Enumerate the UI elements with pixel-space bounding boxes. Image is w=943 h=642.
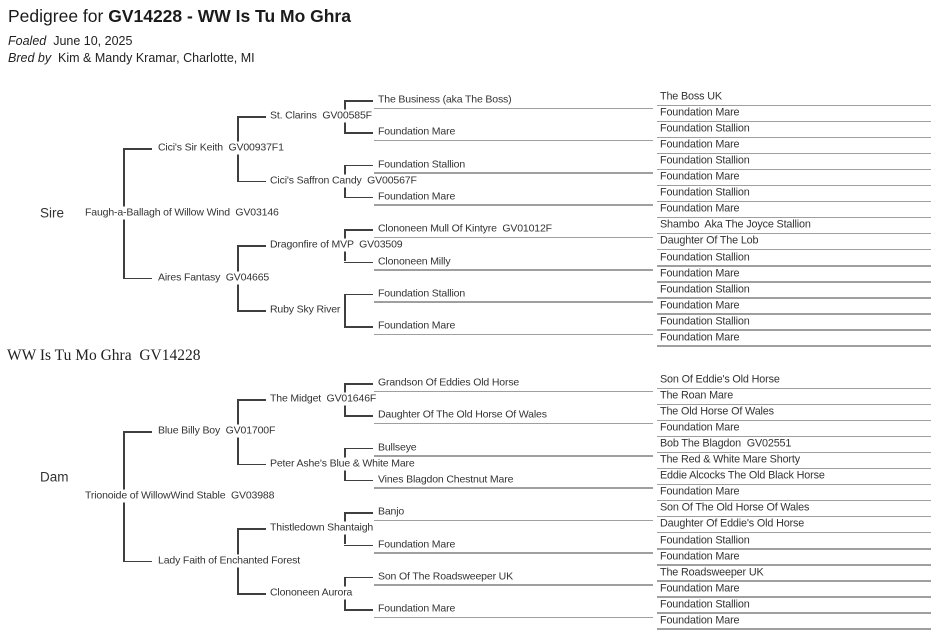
sire-gen5-name: Shambo Aka The Joyce Stallion bbox=[660, 218, 811, 231]
dam-gen4-name: Bullseye bbox=[378, 441, 417, 454]
sire-gen5-name: The Boss UK bbox=[660, 90, 722, 103]
sire-gen3-connector-top-stub bbox=[344, 165, 373, 167]
page-title-prefix: Pedigree for bbox=[8, 6, 109, 26]
dam-gen5-name: Eddie Alcocks The Old Black Horse bbox=[660, 469, 825, 482]
sire-gen2-connector-bottom-stub bbox=[237, 181, 266, 183]
bred-by-row bbox=[8, 51, 255, 65]
dam-root-connector-top-stub bbox=[123, 431, 152, 433]
sire-gen3-connector-top-stub bbox=[344, 229, 373, 231]
dam-gen2-name: Lady Faith of Enchanted Forest bbox=[155, 554, 303, 567]
dam-gen3-connector-bottom-stub bbox=[344, 480, 373, 482]
sire-gen3-connector-top-stub bbox=[344, 294, 373, 296]
dam-gen3-name: Clononeen Aurora bbox=[267, 586, 355, 599]
sire-gen5-name: Foundation Mare bbox=[660, 170, 740, 183]
dam-gen2-connector-bottom-stub bbox=[237, 593, 266, 595]
dam-gen4-underline bbox=[374, 584, 653, 586]
sire-gen3-connector-bottom-stub bbox=[344, 262, 373, 264]
sire-gen3-name: Cici's Saffron Candy GV00567F bbox=[267, 174, 420, 187]
dam-root-connector-bottom-stub bbox=[123, 561, 152, 563]
sire-gen3-connector-bottom-stub bbox=[344, 132, 373, 134]
sire-gen5-name: Foundation Stallion bbox=[660, 154, 750, 167]
dam-gen4-name: Banjo bbox=[378, 505, 405, 518]
dam-gen4-name: Daughter Of The Old Horse Of Wales bbox=[378, 408, 547, 421]
sire-gen4-underline bbox=[374, 301, 653, 303]
dam-gen5-name: Foundation Mare bbox=[660, 550, 740, 563]
foaled-row bbox=[8, 34, 132, 48]
sire-gen2-connector-top-stub bbox=[237, 245, 266, 247]
dam-gen5-name: Foundation Mare bbox=[660, 614, 740, 627]
dam-gen3-name: Thistledown Shantaigh bbox=[267, 522, 376, 535]
dam-gen4-name: Foundation Mare bbox=[378, 538, 456, 550]
sire-gen5-name: Foundation Stallion bbox=[660, 186, 750, 199]
sire-gen5-name: Foundation Mare bbox=[660, 299, 740, 312]
dam-gen3-name: The Midget GV01646F bbox=[267, 393, 379, 406]
sire-gen3-name: Ruby Sky River bbox=[267, 303, 343, 316]
dam-gen4-underline bbox=[374, 552, 653, 554]
dam-gen2-connector-bottom-stub bbox=[237, 464, 266, 466]
sire-gen4-name: Foundation Stallion bbox=[378, 287, 466, 300]
sire-gen2-name: Cici's Sir Keith GV00937F1 bbox=[155, 142, 287, 155]
sire-gen5-name: Foundation Mare bbox=[660, 202, 740, 215]
foaled-label: Foaled bbox=[8, 34, 47, 48]
dam-gen4-name: Grandson Of Eddies Old Horse bbox=[378, 376, 520, 389]
sire-gen5-underline bbox=[657, 345, 931, 347]
foaled-value: June 10, 2025 bbox=[53, 34, 133, 48]
dam-gen4-name: Vines Blagdon Chestnut Mare bbox=[378, 473, 514, 486]
bred-by-value: Kim & Mandy Kramar, Charlotte, MI bbox=[58, 51, 255, 65]
sire-gen4-underline bbox=[374, 108, 653, 110]
sire-gen5-name: Foundation Mare bbox=[660, 138, 740, 151]
sire-root-connector-top-stub bbox=[123, 148, 152, 150]
sire-gen2-connector-bottom-stub bbox=[237, 310, 266, 312]
dam-gen4-name: Son Of The Roadsweeper UK bbox=[378, 570, 513, 583]
dam-gen2-connector-top-stub bbox=[237, 399, 266, 401]
subject-title: WW Is Tu Mo Ghra GV14228 bbox=[7, 347, 201, 364]
dam-gen4-underline bbox=[374, 487, 653, 489]
dam-gen3-connector-bottom-stub bbox=[344, 545, 373, 547]
dam-gen5-name: Son Of Eddie's Old Horse bbox=[660, 373, 780, 386]
sire-gen2-name: Aires Fantasy GV04665 bbox=[155, 271, 272, 284]
sire-gen5-name: Foundation Stallion bbox=[660, 122, 750, 135]
dam-gen4-underline bbox=[374, 391, 653, 393]
sire-gen4-underline bbox=[374, 269, 653, 271]
dam-gen5-name: Foundation Stallion bbox=[660, 598, 750, 611]
dam-gen5-name: Son Of The Old Horse Of Wales bbox=[660, 501, 810, 514]
dam-gen5-underline bbox=[657, 628, 931, 630]
dam-gen5-name: The Old Horse Of Wales bbox=[660, 405, 774, 418]
page-title bbox=[8, 6, 351, 27]
sire-gen3-connector-bottom-stub bbox=[344, 197, 373, 199]
sire-gen3-connector-top-stub bbox=[344, 100, 373, 102]
dam-gen4-name: Foundation Mare bbox=[378, 602, 456, 615]
dam-gen5-name: Foundation Mare bbox=[660, 582, 740, 595]
sire-gen4-name: The Business (aka The Boss) bbox=[378, 93, 512, 106]
dam-gen3-name: Peter Ashe's Blue & White Mare bbox=[267, 457, 418, 470]
dam-gen5-name: Foundation Mare bbox=[660, 485, 740, 498]
sire-gen5-name: Foundation Mare bbox=[660, 106, 740, 119]
sire-root-connector-bottom-stub bbox=[123, 278, 152, 280]
sire-gen3-connector-vertical bbox=[344, 294, 346, 326]
dam-gen3-connector-top-stub bbox=[344, 577, 373, 579]
page-title-subject: GV14228 - WW Is Tu Mo Ghra bbox=[108, 6, 351, 26]
dam-gen3-connector-bottom-stub bbox=[344, 609, 373, 611]
bred-by-label: Bred by bbox=[8, 51, 52, 65]
sire-gen4-underline bbox=[374, 204, 653, 206]
sire-root-name: Faugh-a-Ballagh of Willow Wind GV03146 bbox=[82, 207, 282, 220]
sire-role-label: Sire bbox=[40, 205, 65, 221]
dam-gen3-connector-bottom-stub bbox=[344, 415, 373, 417]
dam-gen5-name: Foundation Stallion bbox=[660, 534, 750, 546]
sire-gen4-underline bbox=[374, 140, 653, 142]
sire-gen4-name: Foundation Mare bbox=[378, 319, 456, 332]
sire-gen3-name: Dragonfire of MVP GV03509 bbox=[267, 239, 405, 252]
dam-gen5-name: The Red & White Mare Shorty bbox=[660, 453, 800, 466]
dam-gen3-connector-top-stub bbox=[344, 512, 373, 514]
sire-gen4-name: Foundation Mare bbox=[378, 190, 456, 203]
sire-gen5-name: Daughter Of The Lob bbox=[660, 234, 759, 247]
dam-gen5-name: Foundation Mare bbox=[660, 421, 740, 434]
sire-gen5-name: Foundation Mare bbox=[660, 267, 740, 280]
sire-gen4-name: Foundation Stallion bbox=[378, 158, 466, 171]
sire-gen5-name: Foundation Stallion bbox=[660, 251, 750, 263]
dam-role-label: Dam bbox=[40, 469, 69, 485]
sire-gen5-name: Foundation Mare bbox=[660, 331, 740, 344]
sire-gen5-name: Foundation Stallion bbox=[660, 315, 750, 328]
sire-gen4-name: Clononeen Mull Of Kintyre GV01012F bbox=[378, 222, 552, 235]
sire-gen2-connector-top-stub bbox=[237, 116, 266, 118]
sire-gen5-name: Foundation Stallion bbox=[660, 283, 750, 296]
sire-gen4-name: Foundation Mare bbox=[378, 125, 456, 138]
dam-gen5-name: Bob The Blagdon GV02551 bbox=[660, 437, 792, 450]
dam-gen5-name: Daughter Of Eddie's Old Horse bbox=[660, 517, 805, 530]
dam-gen4-underline bbox=[374, 617, 653, 619]
dam-gen3-connector-top-stub bbox=[344, 448, 373, 450]
dam-gen4-underline bbox=[374, 423, 653, 425]
dam-gen3-connector-top-stub bbox=[344, 383, 373, 385]
dam-gen5-name: The Roadsweeper UK bbox=[660, 566, 764, 579]
sire-gen3-connector-bottom-stub bbox=[344, 326, 373, 328]
dam-root-name: Trionoide of WillowWind Stable GV03988 bbox=[82, 490, 277, 503]
sire-gen4-name: Clononeen Milly bbox=[378, 255, 451, 267]
sire-gen4-underline bbox=[374, 334, 653, 336]
sire-gen3-name: St. Clarins GV00585F bbox=[267, 110, 375, 123]
dam-gen5-name: The Roan Mare bbox=[660, 389, 734, 402]
dam-gen2-name: Blue Billy Boy GV01700F bbox=[155, 425, 278, 438]
sire-gen4-underline bbox=[374, 237, 653, 239]
dam-gen2-connector-top-stub bbox=[237, 528, 266, 530]
dam-gen4-underline bbox=[374, 520, 653, 522]
